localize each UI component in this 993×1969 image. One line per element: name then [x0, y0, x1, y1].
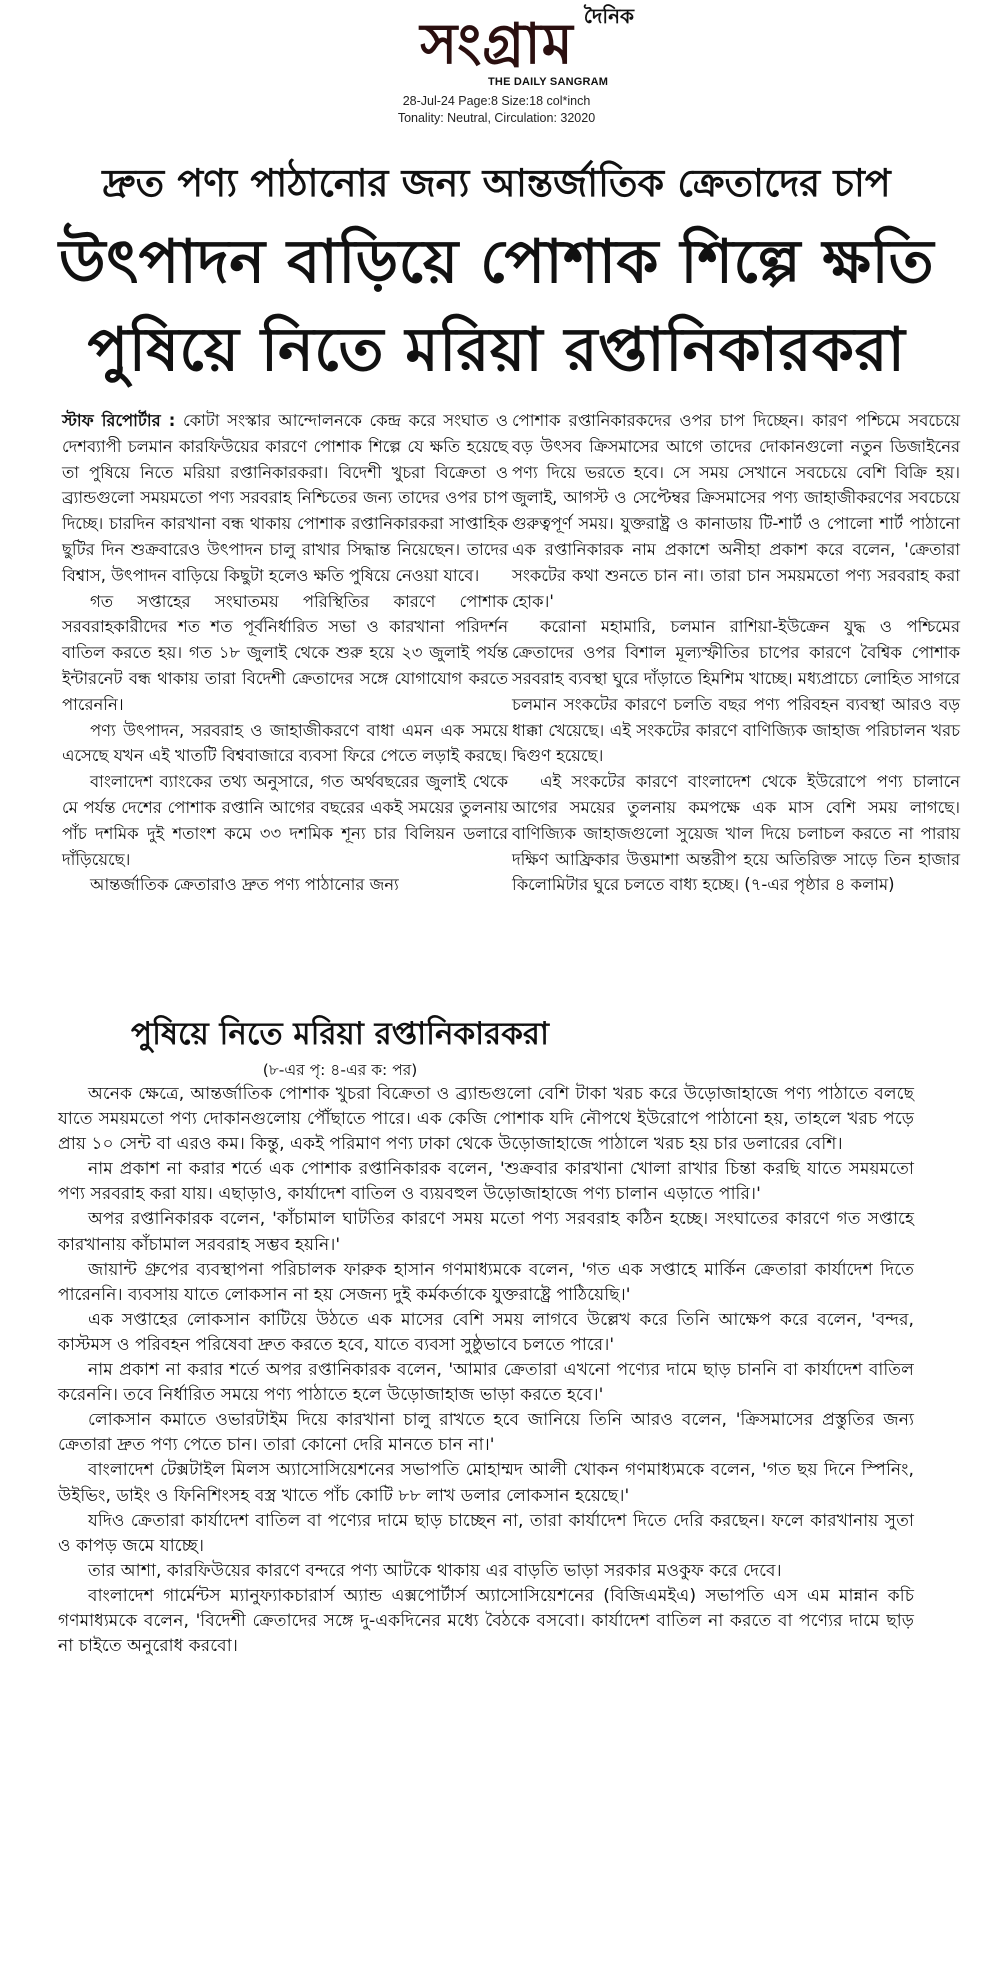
newspaper-dainik-label: দৈনিক [583, 4, 634, 28]
continuation-paragraph: নাম প্রকাশ না করার শর্তে অপর রপ্তানিকারক বলেন, 'আমার ক্রেতারা এখনো পণ্যের দামে ছাড় চাননি বা কার্যাদেশ বাতিল করেননি। তবে নির্ধারিত সময়ে পণ্য পাঠাতে হলে উড়োজাহাজ ভাড়া করতে হবে।' [58, 1360, 914, 1406]
continuation-title: পুষিয়ে নিতে মরিয়া রপ্তানিকারকরা [131, 1016, 549, 1052]
article-column-left [62, 408, 508, 898]
article-paragraph [62, 408, 508, 589]
continuation-paragraph: তার আশা, কারফিউয়ের কারণে বন্দরে পণ্য আটকে থাকায় এর বাড়তি ভাড়া সরকার মওকুফ করে দেবে। [88, 1560, 782, 1581]
continuation-reference: (৮-এর পৃ: ৪-এর ক: পর) [262, 1061, 418, 1079]
newspaper-name: সংগ্রাম [420, 11, 574, 77]
article-paragraph: গত সপ্তাহের সংঘাতময় পরিস্থিতির কারণে পোশাক সরবরাহকারীদের শত শত পূর্বনির্ধারিত সভা ও কারখানা পরিদর্শন বাতিল করতে হয়। গত ১৮ জুলাই থেকে শুরু হয়ে ২৩ জুলাই পর্যন্ত ইন্টারনেট বন্ধ থাকায় তারা বিদেশী ক্রেতাদের সঙ্গে যোগাযোগ করতে পারেননি। [62, 591, 508, 714]
article-paragraph: আন্তর্জাতিক ক্রেতারাও দ্রুত পণ্য পাঠানোর জন্য [90, 875, 399, 895]
article-headline-line-2: পুষিয়ে নিতে মরিয়া রপ্তানিকারকরা [87, 315, 906, 385]
continuation-paragraph: অপর রপ্তানিকারক বলেন, 'কাঁচামাল ঘাটতির কারণে সময় মতো পণ্য সরবরাহ কঠিন হচ্ছে। সংঘাতের কারণে গত সপ্তাহে কারখানায় কাঁচামাল সরবরাহ সম্ভব হয়নি।' [58, 1209, 914, 1255]
continuation-paragraph: জায়ান্ট গ্রুপের ব্যবস্থাপনা পরিচালক ফারুক হাসান গণমাধ্যমকে বলেন, 'গত এক সপ্তাহে মার্কিন ক্রেতারা কার্যাদেশ দিতে পারেননি। ব্যবসায় যাতে লোকসান না হয় সেজন্য দুই কর্মকর্তাকে যুক্তরাষ্ট্রে পাঠিয়েছি।' [58, 1259, 914, 1305]
continuation-paragraph: অনেক ক্ষেত্রে, আন্তর্জাতিক পোশাক খুচরা বিক্রেতা ও ব্র্যান্ডগুলো বেশি টাকা খরচ করে উড়োজাহাজে পণ্য পাঠাতে বলছে যাতে সময়মতো পণ্য দোকানগুলোয় পৌঁছাতে পারে। এক কেজি পোশাক যদি নৌপথে ইউরোপে পাঠানো হয়, তাহলে খরচ পড়ে প্রায় ১০ সেন্ট বা এরও কম। কিন্তু, একই পরিমাণ পণ্য ঢাকা থেকে উড়োজাহাজে পাঠালে খরচ হয় চার ডলারের বেশি। [58, 1084, 914, 1155]
paragraph-text: কোটা সংস্কার আন্দোলনকে কেন্দ্র করে সংঘাত ও দেশব্যাপী চলমান কারফিউয়ের কারণে পোশাক শিল্পে যে ক্ষতি হয়েছে তা পুষিয়ে নিতে মরিয়া রপ্তানিকারকরা। বিদেশী খুচরা বিক্রেতা ও ব্র্যান্ডগুলো সময়মতো পণ্য সরবরাহ নিশ্চিতের জন্য তাদের ওপর চাপ দিচ্ছে। চারদিন কারখানা বন্ধ থাকায় পোশাক রপ্তানিকারকরা সাপ্তাহিক ছুটির দিন শুক্রবারেও উৎপাদন চালু রাখার সিদ্ধান্ত নিয়েছেন। তাদের বিশ্বাস, উৎপাদন বাড়িয়ে কিছুটা হলেও ক্ষতি পুষিয়ে নেওয়া যাবে। [62, 411, 508, 585]
article-paragraph: পোশাক রপ্তানিকারকদের ওপর চাপ দিচ্ছেন। কারণ পশ্চিমে সবচেয়ে বড় উৎসব ক্রিসমাসের আগে তাদের দোকানগুলো নতুন ডিজাইনের পণ্য দিয়ে ভরতে হবে। সে সময় সেখানে সবচেয়ে বেশি বিক্রি হয়। জুলাই, আগস্ট ও সেপ্টেম্বর ক্রিসমাসের পণ্য জাহাজীকরণের সবচেয়ে গুরুত্বপূর্ণ সময়। যুক্তরাষ্ট্র ও কানাডায় টি-শার্ট ও পোলো শার্ট পাঠানো এক রপ্তানিকারক নাম প্রকাশে অনীহা প্রকাশ করে বলেন, 'ক্রেতারা সংকটের কথা শুনতে চান না। তারা চান সময়মতো পণ্য সরবরাহ করা হোক।' [512, 411, 960, 611]
article-column-right [512, 408, 960, 898]
article-kicker: দ্রুত পণ্য পাঠানোর জন্য আন্তর্জাতিক ক্রেতাদের চাপ [102, 161, 891, 205]
article-paragraph: পণ্য উৎপাদন, সরবরাহ ও জাহাজীকরণে বাধা এমন এক সময়ে এসেছে যখন এই খাতটি বিশ্ববাজারে ব্যবসা ফিরে পেতে লড়াই করছে। [62, 720, 508, 766]
continuation-paragraph: বাংলাদেশ গার্মেন্টস ম্যানুফ্যাকচারার্স অ্যান্ড এক্সপোর্টার্স অ্যাসোসিয়েশনের (বিজিএমইএ) সভাপতি এস এম মান্নান কচি গণমাধ্যমকে বলেন, 'বিদেশী ক্রেতাদের সঙ্গে দু-একদিনের মধ্যে বৈঠকে বসবো। কার্যাদেশ বাতিল না করতে বা পণ্যের দামে ছাড় না চাইতে অনুরোধ করবো। [58, 1585, 914, 1657]
continuation-paragraph: লোকসান কমাতে ওভারটাইম দিয়ে কারখানা চালু রাখতে হবে জানিয়ে তিনি আরও বলেন, 'ক্রিসমাসের প্রস্তুতির জন্য ক্রেতারা দ্রুত পণ্য পেতে চান। তারা কোনো দেরি মানতে চান না।' [58, 1410, 914, 1456]
continuation-paragraph: যদিও ক্রেতারা কার্যাদেশ বাতিল বা পণ্যের দামে ছাড় চাচ্ছেন না, তারা কার্যাদেশ দিতে দেরি করছেন। ফলে কারখানায় সুতা ও কাপড় জমে যাচ্ছে। [58, 1510, 914, 1556]
continuation-body [58, 1082, 914, 1659]
clipping-meta-date-page: 28-Jul-24 Page:8 Size:18 col*inch [402, 94, 591, 108]
article-paragraph: বাংলাদেশ ব্যাংকের তথ্য অনুসারে, গত অর্থবছরের জুলাই থেকে মে পর্যন্ত দেশের পোশাক রপ্তানি আগের বছরের একই সময়ের তুলনায় পাঁচ দশমিক দুই শতাংশ কমে ৩৩ দশমিক শূন্য চার বিলিয়ন ডলারে দাঁড়িয়েছে। [62, 772, 508, 869]
continuation-paragraph: এক সপ্তাহের লোকসান কাটিয়ে উঠতে এক মাসের বেশি সময় লাগবে উল্লেখ করে তিনি আক্ষেপ করে বলেন, 'বন্দর, কাস্টমস ও পরিবহন পরিষেবা দ্রুত করতে হবে, যাতে ব্যবসা সুষ্ঠুভাবে চলতে পারে।' [58, 1309, 914, 1355]
article-headline-line-1: উৎপাদন বাড়িয়ে পোশাক শিল্পে ক্ষতি [58, 227, 935, 297]
masthead [0, 0, 993, 135]
byline: স্টাফ রিপোর্টার : [62, 411, 176, 430]
newspaper-english-name: THE DAILY SANGRAM [488, 76, 609, 88]
continuation-paragraph: নাম প্রকাশ না করার শর্তে এক পোশাক রপ্তানিকারক বলেন, 'শুক্রবার কারখানা খোলা রাখার চিন্তা করছি যাতে সময়মতো পণ্য সরবরাহ করা যায়। এছাড়াও, কার্যাদেশ বাতিল ও ব্যয়বহুল উড়োজাহাজে পণ্য চালান এড়াতে পারি।' [58, 1159, 914, 1205]
article-paragraph: এই সংকটের কারণে বাংলাদেশ থেকে ইউরোপে পণ্য চালানে আগের সময়ের তুলনায় কমপক্ষে এক মাস বেশি সময় লাগছে। বাণিজ্যিক জাহাজগুলো সুয়েজ খাল দিয়ে চলাচল করতে না পারায় দক্ষিণ আফ্রিকার উত্তমাশা অন্তরীপ হয়ে অতিরিক্ত সাড়ে তিন হাজার কিলোমিটার ঘুরে চলতে বাধ্য হচ্ছে। (৭-এর পৃষ্ঠার ৪ কলাম) [512, 772, 960, 895]
clipping-meta-tonality: Tonality: Neutral, Circulation: 32020 [397, 111, 596, 125]
continuation-paragraph: বাংলাদেশ টেক্সটাইল মিলস অ্যাসোসিয়েশনের সভাপতি মোহাম্মদ আলী খোকন গণমাধ্যমকে বলেন, 'গত ছয় দিনে স্পিনিং, উইভিং, ডাইং ও ফিনিশিংসহ বস্ত্র খাতে পাঁচ কোটি ৮৮ লাখ ডলার লোকসান হয়েছে।' [58, 1460, 914, 1506]
article-paragraph: করোনা মহামারি, চলমান রাশিয়া-ইউক্রেন যুদ্ধ ও পশ্চিমের ক্রেতাদের ওপর বিশাল মূল্যস্ফীতির চাপের কারণে বৈশ্বিক পোশাক সরবরাহ ব্যবস্থা ঘুরে দাঁড়াতে হিমশিম খাচ্ছে। মধ্যপ্রাচ্যে লোহিত সাগরে চলমান সংকটের কারণে চলতি বছর পণ্য পরিবহন ব্যবস্থা আরও বড় ধাক্কা খেয়েছে। এই সংকটের কারণে বাণিজ্যিক জাহাজ পরিচালন খরচ দ্বিগুণ হয়েছে। [512, 617, 960, 766]
newspaper-logo [352, 2, 642, 77]
